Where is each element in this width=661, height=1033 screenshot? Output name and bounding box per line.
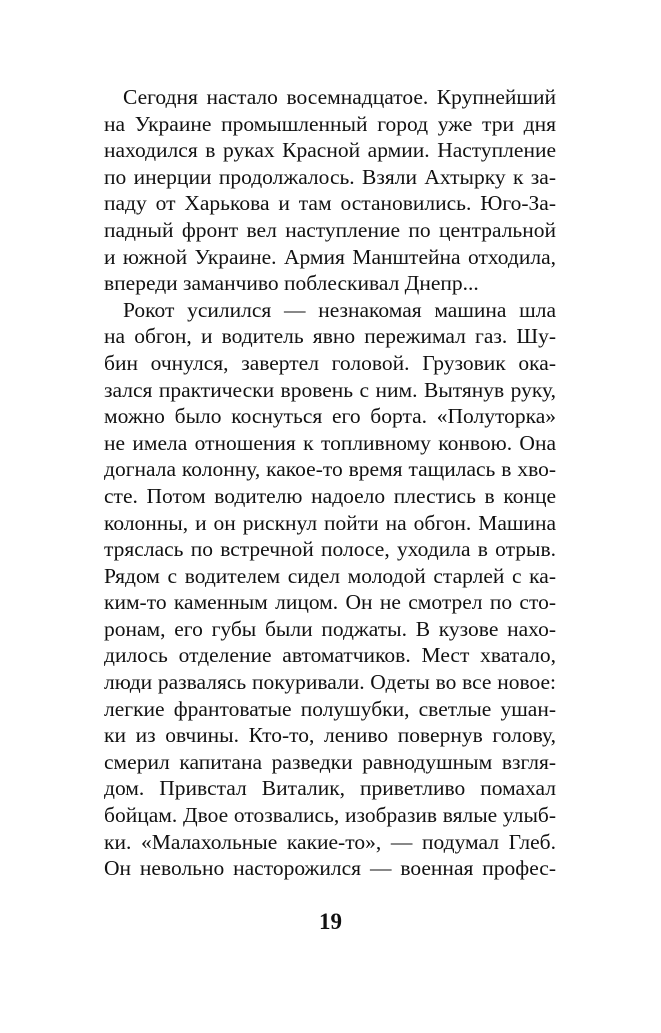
text-line: бойцам. Двое отозвались, изобразив вялые улыб- — [104, 803, 556, 828]
text-line: падный фронт вел наступление по центральной — [104, 217, 556, 242]
text-line: тряслась по встречной полосе, уходила в отрыв. — [104, 537, 556, 562]
text-line: находился в руках Красной армии. Наступление — [104, 138, 556, 163]
text-line: смерил капитана разведки равнодушным взгля- — [104, 749, 556, 774]
paragraph-1 — [104, 84, 556, 297]
text-line: догнала колонну, какое-то время тащилась в хво- — [104, 457, 556, 482]
text-line: зался практически вровень с ним. Вытянув руку, — [104, 377, 556, 402]
text-line: сте. Потом водителю надоело плестись в конце — [104, 483, 556, 508]
text-line: ким-то каменным лицом. Он не смотрел по сто- — [104, 590, 556, 615]
text-line: легкие франтоватые полушубки, светлые ушан- — [104, 696, 556, 721]
text-line: можно было коснуться его борта. «Полуторка» — [104, 404, 556, 429]
text-line: Рокот усилился — незнакомая машина шла — [123, 297, 556, 322]
text-line: ки. «Малахольные какие-то», — подумал Глеб. — [104, 829, 556, 854]
text-line: на Украине промышленный город уже три дня — [104, 111, 556, 136]
text-line: и южной Украине. Армия Манштейна отходила, — [104, 244, 556, 269]
text-line: на обгон, и водитель явно пережимал газ. Шу- — [104, 324, 556, 349]
text-line: дом. Привстал Виталик, приветливо помахал — [104, 776, 556, 801]
text-line: люди развалясь покуривали. Одеты во все новое: — [104, 670, 556, 695]
page-number: 19 — [319, 909, 342, 934]
paragraph-2 — [104, 297, 556, 882]
text-line: паду от Харькова и там остановились. Юго-За- — [104, 191, 556, 216]
text-line: колонны, и он рискнул пойти на обгон. Машина — [104, 510, 556, 535]
text-line: не имела отношения к топливному конвою. Она — [104, 430, 556, 455]
text-line: ронам, его губы были поджаты. В кузове нахо- — [104, 616, 556, 641]
text-line: ки из овчины. Кто-то, лениво повернув голову, — [104, 723, 556, 748]
text-line: Сегодня настало восемнадцатое. Крупнейший — [123, 85, 556, 109]
text-line: впереди заманчиво поблескивал Днепр... — [104, 271, 479, 296]
text-line: по инерции продолжалось. Взяли Ахтырку к за- — [104, 164, 556, 189]
text-line: дилось отделение автоматчиков. Мест хватало, — [104, 643, 556, 668]
text-line: Он невольно насторожился — военная профес- — [104, 856, 556, 881]
body-text — [104, 84, 556, 882]
text-line: Рядом с водителем сидел молодой старлей с ка- — [104, 563, 556, 588]
text-line: бин очнулся, завертел головой. Грузовик ока- — [104, 350, 556, 375]
